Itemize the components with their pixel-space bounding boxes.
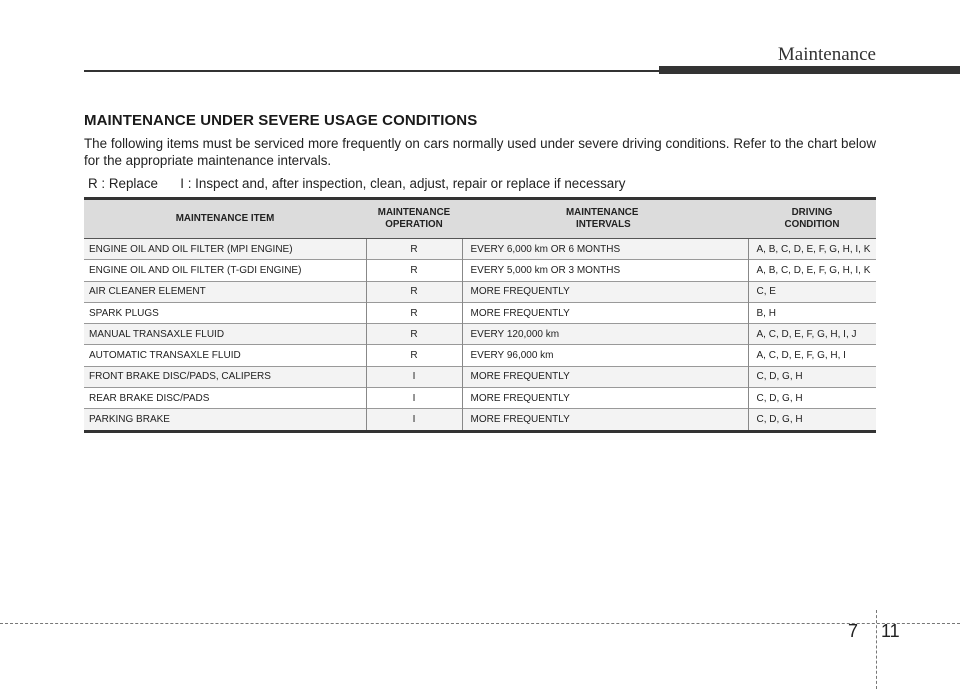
cell-operation: R bbox=[366, 281, 462, 302]
cell-condition: C, D, G, H bbox=[748, 388, 876, 409]
cell-item: PARKING BRAKE bbox=[84, 409, 366, 431]
table-row bbox=[84, 366, 876, 387]
maintenance-table bbox=[84, 197, 876, 433]
cell-item: MANUAL TRANSAXLE FLUID bbox=[84, 324, 366, 345]
table-row bbox=[84, 345, 876, 366]
header-condition-line2: CONDITION bbox=[784, 219, 840, 230]
cell-interval: EVERY 6,000 km OR 6 MONTHS bbox=[462, 239, 748, 260]
header-item-label: MAINTENANCE ITEM bbox=[175, 213, 275, 224]
cell-interval: MORE FREQUENTLY bbox=[462, 388, 748, 409]
header-maintenance-operation bbox=[366, 199, 462, 239]
header-condition-line1: DRIVING bbox=[791, 207, 833, 218]
chapter-number: 7 bbox=[848, 621, 859, 641]
table-row bbox=[84, 260, 876, 281]
cell-operation: R bbox=[366, 302, 462, 323]
cell-operation: R bbox=[366, 345, 462, 366]
header-bar bbox=[659, 66, 960, 74]
header-operation-line2: OPERATION bbox=[385, 219, 443, 230]
cell-item: AIR CLEANER ELEMENT bbox=[84, 281, 366, 302]
table-header-row bbox=[84, 199, 876, 239]
table-row bbox=[84, 302, 876, 323]
header-maintenance-intervals bbox=[462, 199, 748, 239]
cell-item: REAR BRAKE DISC/PADS bbox=[84, 388, 366, 409]
table-row bbox=[84, 281, 876, 302]
cell-condition: C, D, G, H bbox=[748, 366, 876, 387]
cell-condition: A, B, C, D, E, F, G, H, I, K bbox=[748, 260, 876, 281]
cell-condition: B, H bbox=[748, 302, 876, 323]
operation-legend: R : Replace I : Inspect and, after inspection, clean, adjust, repair or replace if necessary bbox=[88, 176, 626, 191]
cell-operation: R bbox=[366, 260, 462, 281]
cell-interval: MORE FREQUENTLY bbox=[462, 281, 748, 302]
cell-interval: EVERY 5,000 km OR 3 MONTHS bbox=[462, 260, 748, 281]
cell-condition: A, C, D, E, F, G, H, I bbox=[748, 345, 876, 366]
header-intervals-line2: INTERVALS bbox=[576, 219, 631, 230]
cell-interval: MORE FREQUENTLY bbox=[462, 302, 748, 323]
cell-operation: R bbox=[366, 324, 462, 345]
table-row bbox=[84, 388, 876, 409]
table-row bbox=[84, 324, 876, 345]
header-maintenance-item bbox=[84, 199, 366, 239]
cell-condition: C, E bbox=[748, 281, 876, 302]
header-intervals-line1: MAINTENANCE bbox=[566, 207, 639, 218]
cell-item: SPARK PLUGS bbox=[84, 302, 366, 323]
header-operation-line1: MAINTENANCE bbox=[377, 207, 451, 218]
table-row bbox=[84, 409, 876, 431]
cell-operation: I bbox=[366, 366, 462, 387]
cell-item: ENGINE OIL AND OIL FILTER (T-GDI ENGINE) bbox=[84, 260, 366, 281]
table-row bbox=[84, 239, 876, 260]
cell-condition: A, C, D, E, F, G, H, I, J bbox=[748, 324, 876, 345]
header-driving-condition bbox=[748, 199, 876, 239]
cell-item: FRONT BRAKE DISC/PADS, CALIPERS bbox=[84, 366, 366, 387]
cell-interval: EVERY 120,000 km bbox=[462, 324, 748, 345]
footer-rule bbox=[0, 623, 960, 624]
cell-operation: I bbox=[366, 388, 462, 409]
cell-condition: C, D, G, H bbox=[748, 409, 876, 431]
cell-condition: A, B, C, D, E, F, G, H, I, K bbox=[748, 239, 876, 260]
cell-item: ENGINE OIL AND OIL FILTER (MPI ENGINE) bbox=[84, 239, 366, 260]
cell-interval: MORE FREQUENTLY bbox=[462, 366, 748, 387]
cell-interval: EVERY 96,000 km bbox=[462, 345, 748, 366]
cell-operation: I bbox=[366, 409, 462, 431]
cell-item: AUTOMATIC TRANSAXLE FLUID bbox=[84, 345, 366, 366]
page-number: 11 bbox=[881, 621, 900, 641]
header-rule bbox=[84, 70, 659, 72]
section-title: MAINTENANCE UNDER SEVERE USAGE CONDITIONS bbox=[84, 112, 478, 129]
section-intro: The following items must be serviced more frequently on cars normally used under severe driving conditions. Refer to the chart below for the appropriate maintenance intervals. bbox=[84, 136, 876, 168]
cell-interval: MORE FREQUENTLY bbox=[462, 409, 748, 431]
cell-operation: R bbox=[366, 239, 462, 260]
page-header-title: Maintenance bbox=[777, 44, 876, 65]
footer-divider bbox=[876, 610, 877, 689]
